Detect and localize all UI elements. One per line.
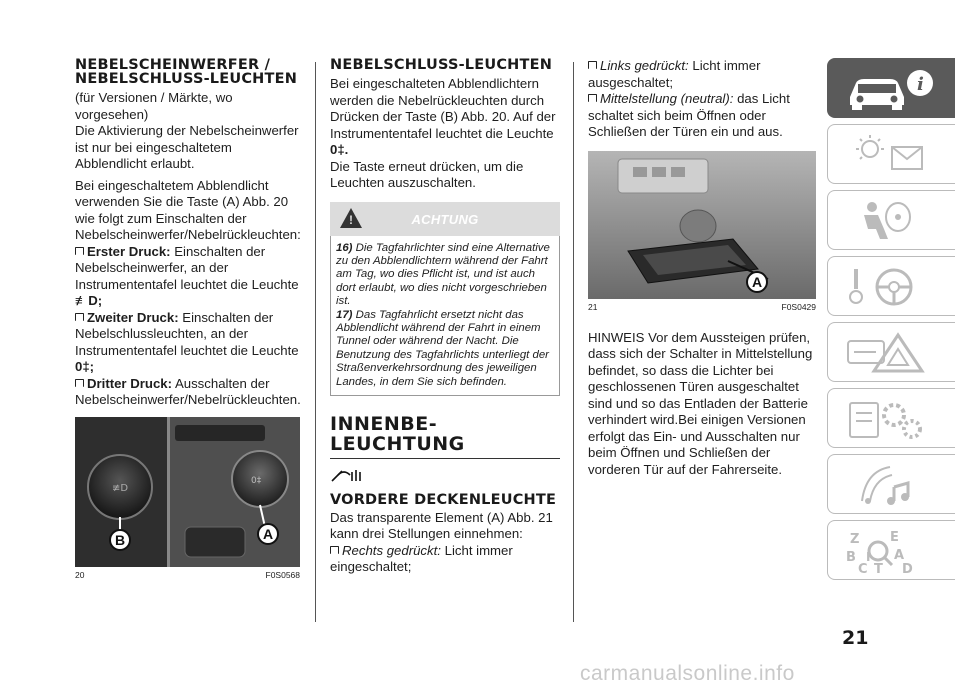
bullet-neutral: Mittelstellung (neutral): das Licht schaltet sich beim Öffnen oder Schließen der Türen ein und aus. xyxy=(588,91,790,139)
sub-heading-front-dome: VORDERE DECKENLEUCHTE xyxy=(330,491,557,508)
site-watermark: carmanualsonline.info xyxy=(580,662,795,683)
column-divider xyxy=(315,62,316,622)
warning-title: ACHTUNG xyxy=(411,211,479,227)
chapter-heading-interior-lighting: INNENBE-LEUCHTUNG xyxy=(330,412,465,455)
warning-body xyxy=(330,236,560,396)
index-letter: A xyxy=(894,548,905,563)
callout-a: A xyxy=(746,271,768,293)
index-letter: Z xyxy=(850,532,860,547)
tab-driving[interactable] xyxy=(827,256,955,316)
callout-a: A xyxy=(257,523,279,545)
column-3 xyxy=(588,58,816,478)
transparent-element-paragraph: Das transparente Element (A) Abb. 21 kann drei Stellungen einnehmen: xyxy=(330,509,553,542)
bullet-marker-icon xyxy=(588,61,597,69)
ceiling-light-symbol xyxy=(330,467,370,485)
figure-21-caption xyxy=(588,302,816,312)
figure-code: F0S0429 xyxy=(781,301,816,312)
bullet-marker-icon xyxy=(330,546,339,554)
svg-text:≢D: ≢D xyxy=(112,482,129,494)
figure-number: 20 xyxy=(75,569,85,580)
tab-multimedia[interactable] xyxy=(827,454,955,514)
page-number: 21 xyxy=(842,627,869,649)
multimedia-icon xyxy=(842,461,942,509)
usage-paragraph: Bei eingeschaltetem Abblendlicht verwenden Sie die Taste (A) Abb. 20 wie folgt zum Einschalten der Nebelscheinwerfer/Nebelrückleuchten: xyxy=(75,177,301,242)
emergency-triangle-icon xyxy=(842,329,942,377)
tab-warning-lights[interactable] xyxy=(827,124,955,184)
maintenance-gears-icon xyxy=(842,395,942,443)
figure-20-caption xyxy=(75,570,300,580)
index-letter: I xyxy=(866,550,871,564)
tab-emergency[interactable] xyxy=(827,322,955,382)
chapter-tabs xyxy=(827,58,955,586)
bullet-marker-icon xyxy=(75,313,84,321)
section-heading-fog-lights: NEBELSCHEINWERFER / NEBELSCHLUSS-LEUCHTEN xyxy=(75,57,298,87)
column-1 xyxy=(75,58,300,580)
warning-note-17: 17) Das Tagfahrlicht ersetzt nicht das Abblendlicht während der Fahrt in einem Tunnel oder während der Nacht. Die Benutzung des Tagfahrlichts unterliegt der Straßenverkehrsordnung des jeweiligen Landes, in dem Sie sich befinden. xyxy=(336,308,549,388)
bullet-pressed-right: Rechts gedrückt: Licht immer eingeschaltet; xyxy=(330,542,513,575)
tab-safety[interactable] xyxy=(827,190,955,250)
figure-20-photo xyxy=(75,417,300,567)
bullet-marker-icon xyxy=(588,94,597,102)
index-letter: E xyxy=(890,530,899,545)
bullet-marker-icon xyxy=(75,247,84,255)
bullet-pressed-left: Links gedrückt: Licht immer ausgeschaltet; xyxy=(588,58,761,90)
heading-rule xyxy=(330,458,560,459)
section-heading-rear-fog: NEBELSCHLUSS-LEUCHTEN xyxy=(330,57,553,73)
switch-off-paragraph: Die Taste erneut drücken, um die Leuchten auszuschalten. xyxy=(330,158,524,190)
figure-21-photo xyxy=(588,151,816,299)
tab-maintenance[interactable] xyxy=(827,388,955,448)
car-info-icon xyxy=(842,65,942,113)
airbag-safety-icon xyxy=(842,197,942,245)
warning-lights-icon xyxy=(842,131,942,179)
index-letter: D xyxy=(902,562,913,575)
warning-note-16: 16) Die Tagfahrlichter sind eine Alternative zu den Abblendlichtern während der Fahrt am Tag, wo dies Pflicht ist, und ist auch dort erlaubt, wo dies nicht vorgeschrieben ist. xyxy=(336,241,550,308)
index-letter: T xyxy=(874,562,883,575)
dome-light-illustration xyxy=(588,151,816,299)
rear-fog-indicator-icon: 0‡; xyxy=(75,359,95,374)
column-divider xyxy=(573,62,574,622)
svg-text:0‡: 0‡ xyxy=(251,475,262,486)
bullet-second-press: Zweiter Druck: Einschalten der Nebelschlussleuchten, an der Instrumententafel leuchtet die Leuchte 0‡; xyxy=(75,309,299,374)
bullet-first-press: Erster Druck: Einschalten der Nebelscheinwerfer, an der Instrumententafel leuchtet die Leuchte ≢D; xyxy=(75,243,299,308)
figure-code: F0S0568 xyxy=(265,569,300,580)
index-letter: B xyxy=(846,550,856,565)
fog-light-indicator-icon: ≢D; xyxy=(75,293,103,308)
callout-b: B xyxy=(109,529,131,551)
rear-fog-paragraph: Bei eingeschalteten Abblendlichtern werden die Nebelrückleuchten durch Drücken der Taste (B) Abb. 20. Auf der Instrumententafel leuchtet die Leuchte 0‡. xyxy=(330,76,556,157)
index-az-icon xyxy=(842,527,942,575)
bullet-marker-icon xyxy=(75,379,84,387)
tab-vehicle-info[interactable] xyxy=(827,58,955,118)
tab-index[interactable] xyxy=(827,520,955,580)
steering-wheel-icon xyxy=(842,263,942,311)
bullet-third-press: Dritter Druck: Ausschalten der Nebelscheinwerfer/Nebelrückleuchten. xyxy=(75,375,301,407)
column-2 xyxy=(330,58,560,576)
versions-note: (für Versionen / Märkte, wo vorgesehen) xyxy=(75,90,233,122)
activation-paragraph: Die Aktivierung der Nebelscheinwerfer ist nur bei eingeschaltetem Abblendlicht erlaubt. xyxy=(75,123,299,171)
index-letter: C xyxy=(858,562,868,575)
note-paragraph: HINWEIS Vor dem Aussteigen prüfen, dass sich der Schalter in Mittelstellung befindet, so dass die Lichter bei geschlossenen Türen ausgeschaltet sind und so das Entladen der Batterie verhindert wird.Bei einigen Versionen erfolgt das Ein- und Ausschalten nur beim Öffnen und Schließen der vorderen Tür auf der Fahrerseite. xyxy=(588,329,813,477)
svg-text:i: i xyxy=(917,74,924,95)
warning-header xyxy=(330,202,560,236)
rear-fog-indicator-icon: 0‡. xyxy=(330,142,349,157)
interior-light-icon xyxy=(330,467,560,485)
figure-number: 21 xyxy=(588,301,598,312)
